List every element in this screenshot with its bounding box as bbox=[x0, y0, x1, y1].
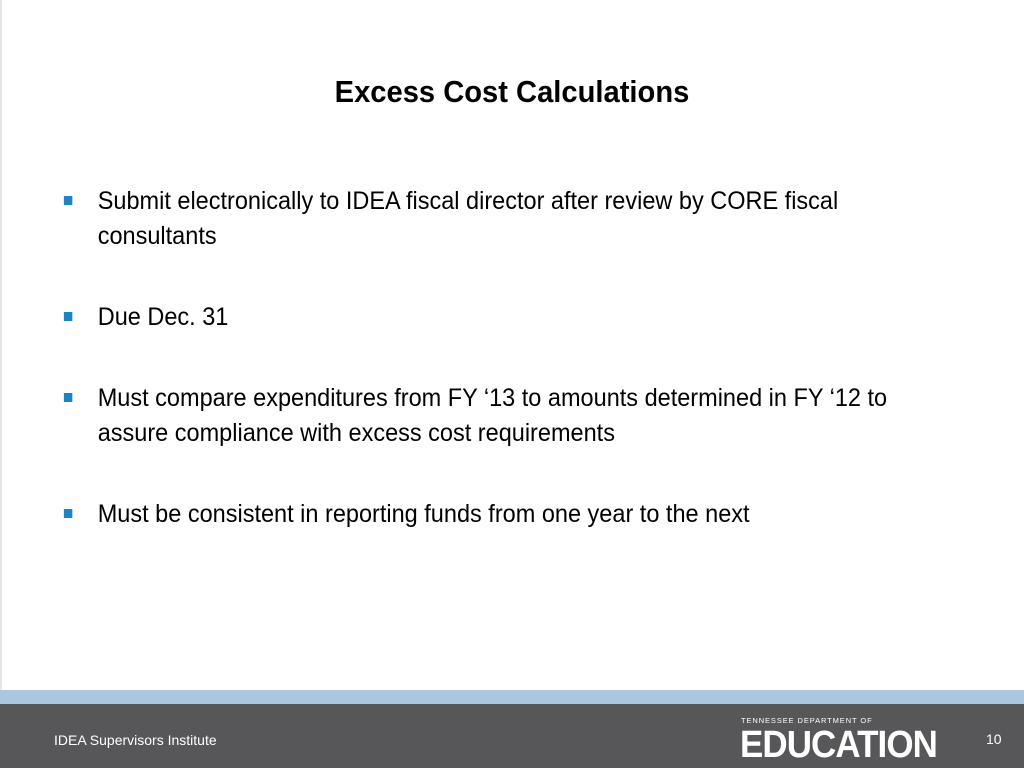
square-bullet-icon bbox=[64, 312, 72, 321]
square-bullet-icon bbox=[64, 196, 72, 205]
bullet-list bbox=[62, 184, 962, 578]
page-number: 10 bbox=[986, 731, 1002, 747]
footer-label: IDEA Supervisors Institute bbox=[54, 732, 217, 748]
bullet-text: Submit electronically to IDEA fiscal director after review by CORE fiscal consultants bbox=[97, 187, 839, 250]
logo-department-text: TENNESSEE DEPARTMENT OF bbox=[741, 716, 873, 725]
slide-title: Excess Cost Calculations bbox=[334, 74, 690, 109]
slide-left-edge bbox=[0, 0, 2, 692]
logo-education-text: EDUCATION bbox=[740, 724, 937, 766]
bullet-item bbox=[62, 184, 963, 254]
bullet-item bbox=[62, 300, 963, 335]
footer-bar bbox=[0, 704, 1024, 768]
square-bullet-icon bbox=[64, 393, 72, 402]
square-bullet-icon bbox=[64, 509, 72, 518]
bullet-text: Must be consistent in reporting funds from one year to the next bbox=[97, 500, 750, 528]
bullet-item bbox=[62, 381, 963, 451]
bullet-item bbox=[62, 497, 963, 532]
footer-stripe bbox=[0, 690, 1024, 704]
education-logo bbox=[740, 716, 970, 766]
bullet-text: Must compare expenditures from FY ‘13 to amounts determined in FY ‘12 to assure compliance with excess cost requirements bbox=[97, 384, 888, 447]
bullet-text: Due Dec. 31 bbox=[97, 303, 229, 331]
